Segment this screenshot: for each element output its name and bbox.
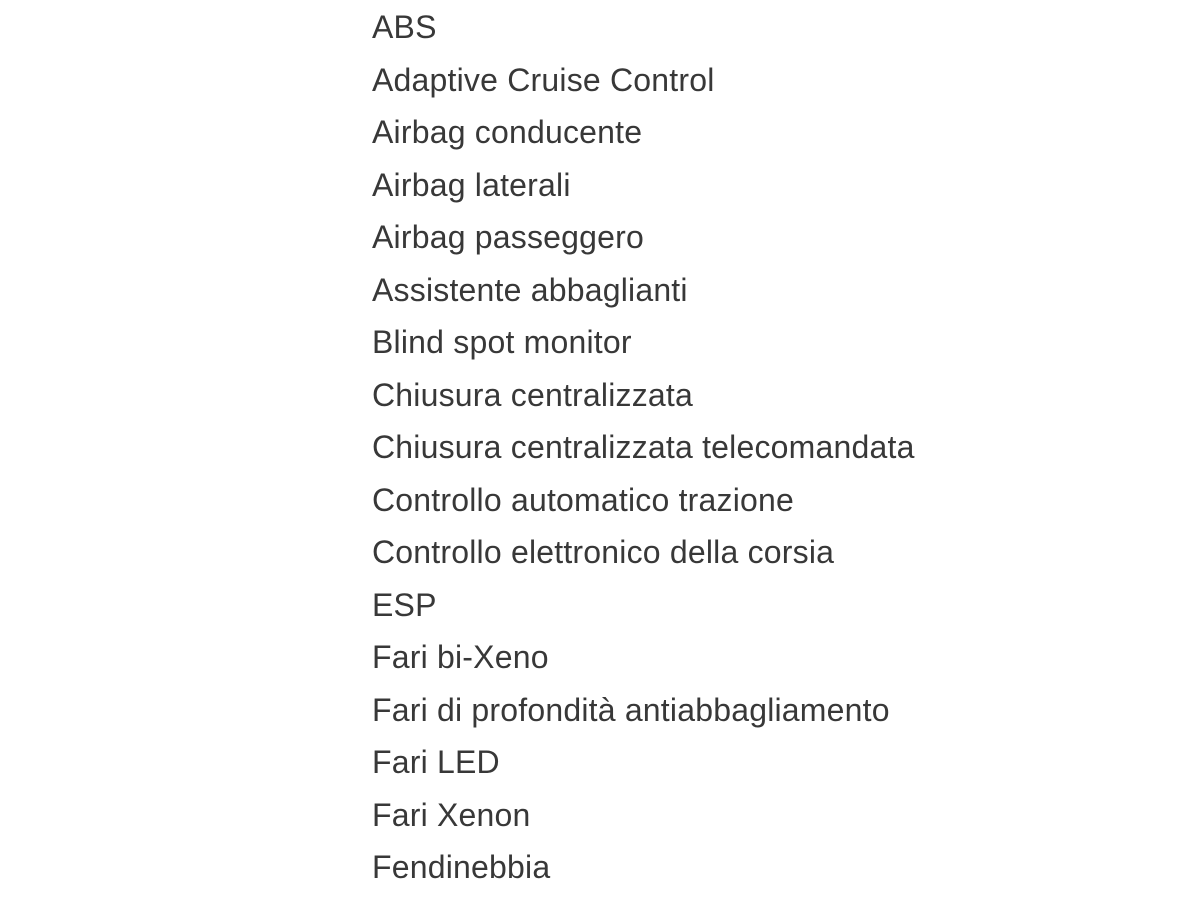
feature-item: Fari LED [372, 744, 500, 780]
feature-item: Fendinebbia [372, 849, 551, 885]
feature-item: Fari di profondità antiabbagliamento [372, 691, 890, 728]
feature-item: Adaptive Cruise Control [372, 61, 715, 98]
feature-item: Fari bi-Xeno [372, 639, 549, 675]
feature-item: Chiusura centralizzata telecomandata [372, 429, 915, 465]
feature-item: Blind spot monitor [372, 324, 632, 360]
feature-item: ESP [372, 586, 437, 623]
feature-item: Airbag laterali [372, 166, 571, 203]
feature-list [372, 1, 915, 894]
feature-item: Airbag conducente [372, 114, 643, 150]
feature-item: Controllo elettronico della corsia [372, 534, 835, 570]
feature-item: Airbag passeggero [372, 219, 645, 255]
feature-item: Controllo automatico trazione [372, 481, 795, 518]
feature-item: Assistente abbaglianti [372, 271, 688, 308]
feature-item: Fari Xenon [372, 796, 531, 833]
feature-item: Chiusura centralizzata [372, 376, 693, 413]
feature-item: ABS [372, 9, 437, 45]
